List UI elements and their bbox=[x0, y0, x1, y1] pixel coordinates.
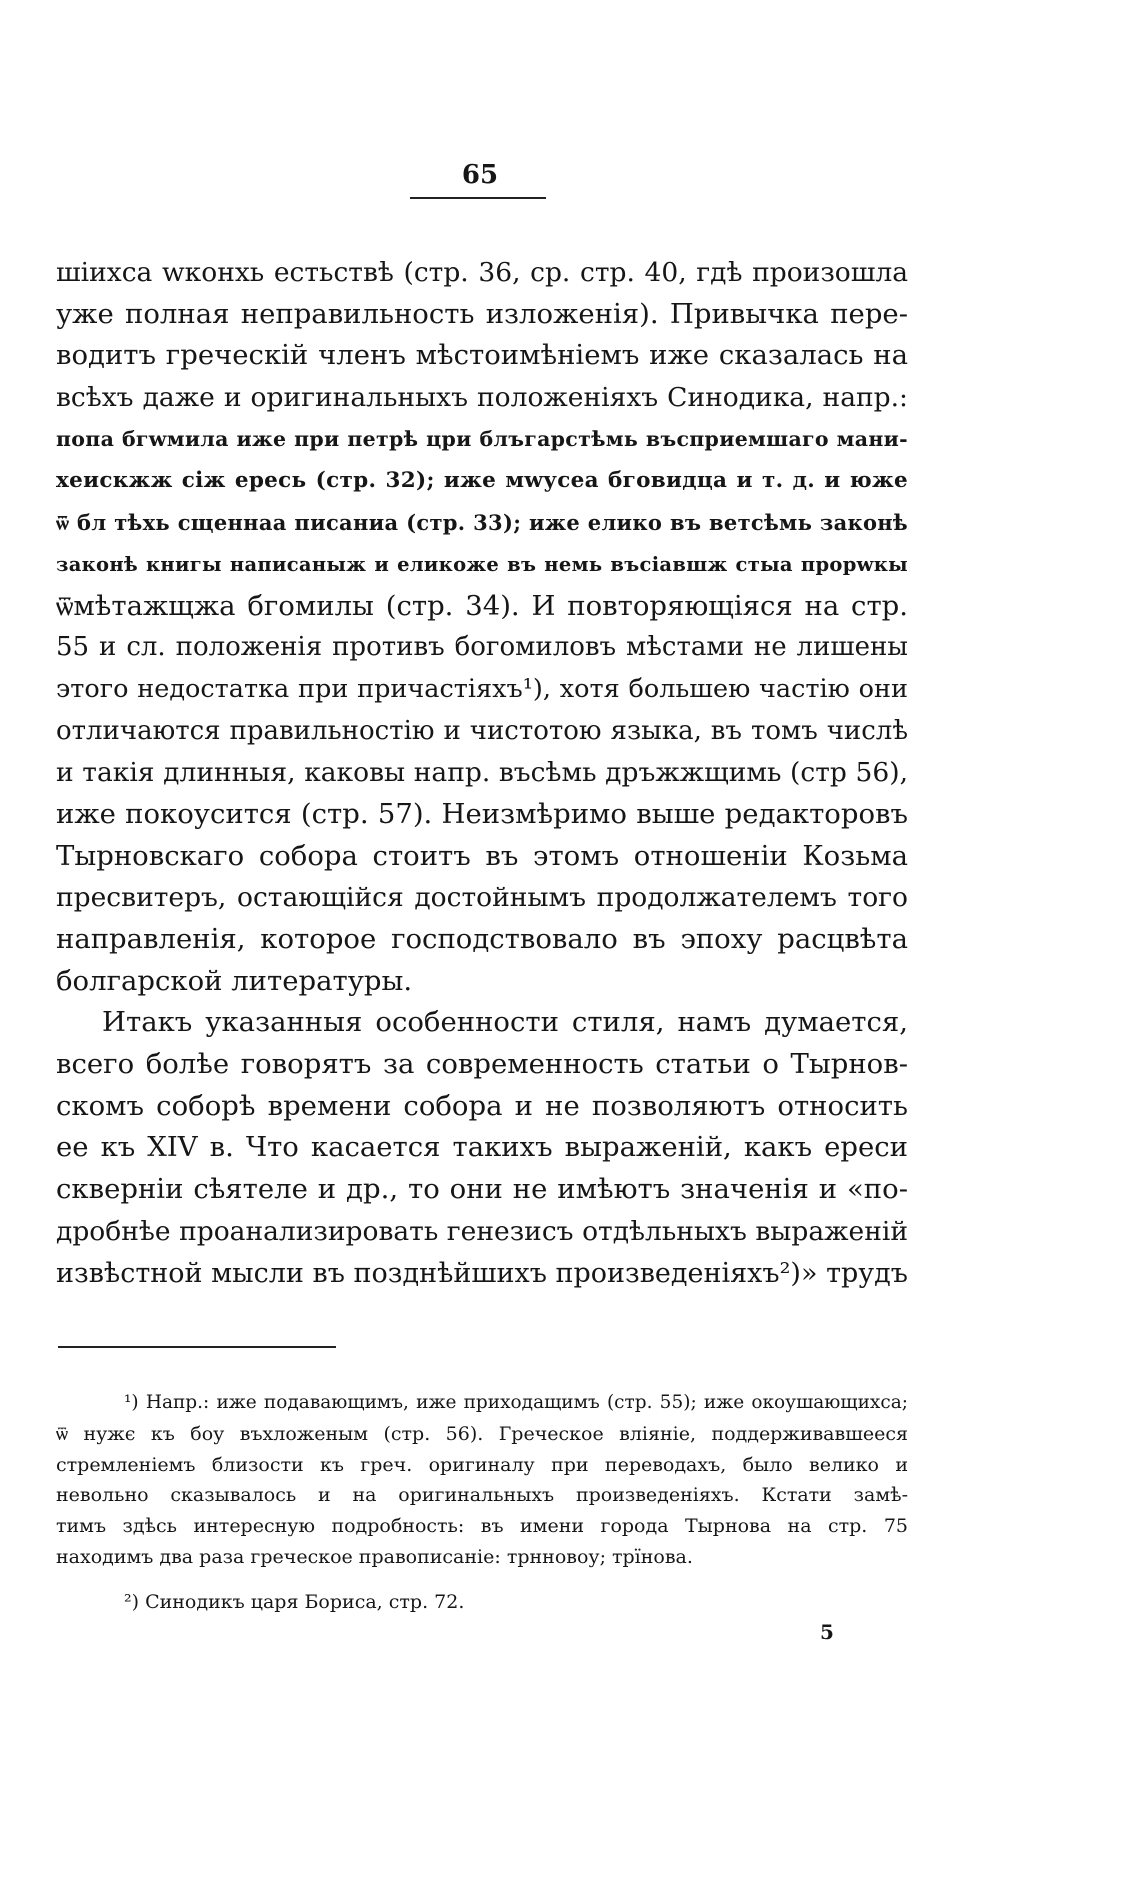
text-line: дробнѣе проанализировать генезисъ отдѣльныхъ выраженій bbox=[56, 1215, 908, 1247]
text-line: иже покоусится (стр. 57). Неизмѣримо выше редакторовъ bbox=[56, 797, 908, 830]
footnote-line: тимъ здѣсь интересную подробность: въ имени города Тырнова на стр. 75 bbox=[56, 1515, 908, 1538]
text-line-church-slavonic: законѣ книгы написаныж и еликоже въ немь въсiавшж стыа прорwкы bbox=[56, 552, 908, 576]
text-line: шiихса wконхь естьствѣ (стр. 36, ср. стр. 40, гдѣ произошла bbox=[56, 257, 908, 288]
text-line-church-slavonic: хеискжж сiж ересь (стр. 32); иже мwусеа бговидца и т. д. и юже bbox=[56, 468, 908, 494]
footnote-line: стремленіемъ близости къ греч. оригиналу при переводахъ, было велико и bbox=[56, 1453, 908, 1476]
text-line: скверніи сѣятеле и др., то они не имѣютъ значенія и «по- bbox=[56, 1173, 908, 1206]
text-line: извѣстной мысли въ позднѣйшихъ произведеніяхъ²)» трудъ bbox=[56, 1257, 908, 1289]
text-line: этого недостатка при причастіяхъ¹), хотя большею частію они bbox=[56, 673, 908, 704]
text-line: 55 и сл. положенія противъ богомиловъ мѣстами не лишены bbox=[56, 632, 908, 663]
text-line-church-slavonic: ѿ бл тѣхь сщеннаа писаниа (стр. 33); иже елико въ ветсѣмь законѣ bbox=[56, 510, 908, 536]
text-line: болгарской литературы. bbox=[56, 964, 413, 997]
text-line: ее къ XIV в. Что касается такихъ выраженій, какъ ереси bbox=[56, 1131, 908, 1164]
footnote-line: ¹) Напр.: иже подавающимъ, иже приходащимъ (стр. 55); иже окоушающихса; bbox=[124, 1392, 908, 1413]
footnote-rule bbox=[58, 1346, 336, 1348]
text-line: и такія длинныя, каковы напр. въсѣмь дръжжщимь (стр 56), bbox=[56, 757, 908, 789]
text-line: скомъ соборѣ времени собора и не позволяютъ относить bbox=[56, 1089, 908, 1122]
printer-signature-mark: 5 bbox=[820, 1620, 834, 1644]
header-rule bbox=[410, 197, 546, 199]
text-line: направленія, которое господствовало въ эпоху расцвѣта bbox=[56, 923, 908, 955]
text-line: Тырновскаго собора стоитъ въ этомъ отношеніи Козьма bbox=[56, 839, 908, 872]
footnote-line: ѿ нужє къ боу въхложеным (стр. 56). Греческое вліяніе, поддерживавшееся bbox=[56, 1422, 908, 1445]
footnotes bbox=[56, 1388, 908, 1618]
text-line: уже полная неправильность изложенія). Привычка пере- bbox=[56, 297, 908, 330]
footnote-line: невольно сказывалось и на оригинальныхъ произведеніяхъ. Кстати замѣ- bbox=[56, 1484, 908, 1507]
footnote-spacer bbox=[56, 1573, 908, 1587]
text-line: отличаются правильностію и чистотою языка, въ томъ числѣ bbox=[56, 715, 908, 746]
text-line: пресвитеръ, остающійся достойнымъ продолжателемъ того bbox=[56, 882, 908, 914]
main-text bbox=[56, 252, 908, 1294]
text-line: всѣхъ даже и оригинальныхъ положеніяхъ Синодика, напр.: bbox=[56, 382, 908, 414]
footnote-line: ²) Синодикъ царя Бориса, стр. 72. bbox=[124, 1590, 465, 1613]
text-line: ѿмѣтажщжа бгомилы (стр. 34). И повторяющіяся на стр. bbox=[56, 589, 908, 622]
footnote-line: находимъ два раза греческое правописаніе: трнновоу; трїнова. bbox=[56, 1545, 693, 1568]
text-line: всего болѣе говорятъ за современность статьи о Тырнов- bbox=[56, 1048, 908, 1081]
text-line-church-slavonic: попа бгwмила иже при петрѣ цри блъгарстѣмь въсприемшаго мани- bbox=[56, 426, 908, 451]
text-line: водитъ греческій членъ мѣстоимѣніемъ иже сказалась на bbox=[56, 339, 908, 372]
paragraph-start-line: Итакъ указанныя особенности стиля, намъ думается, bbox=[102, 1006, 908, 1039]
page-number: 65 bbox=[461, 160, 499, 190]
